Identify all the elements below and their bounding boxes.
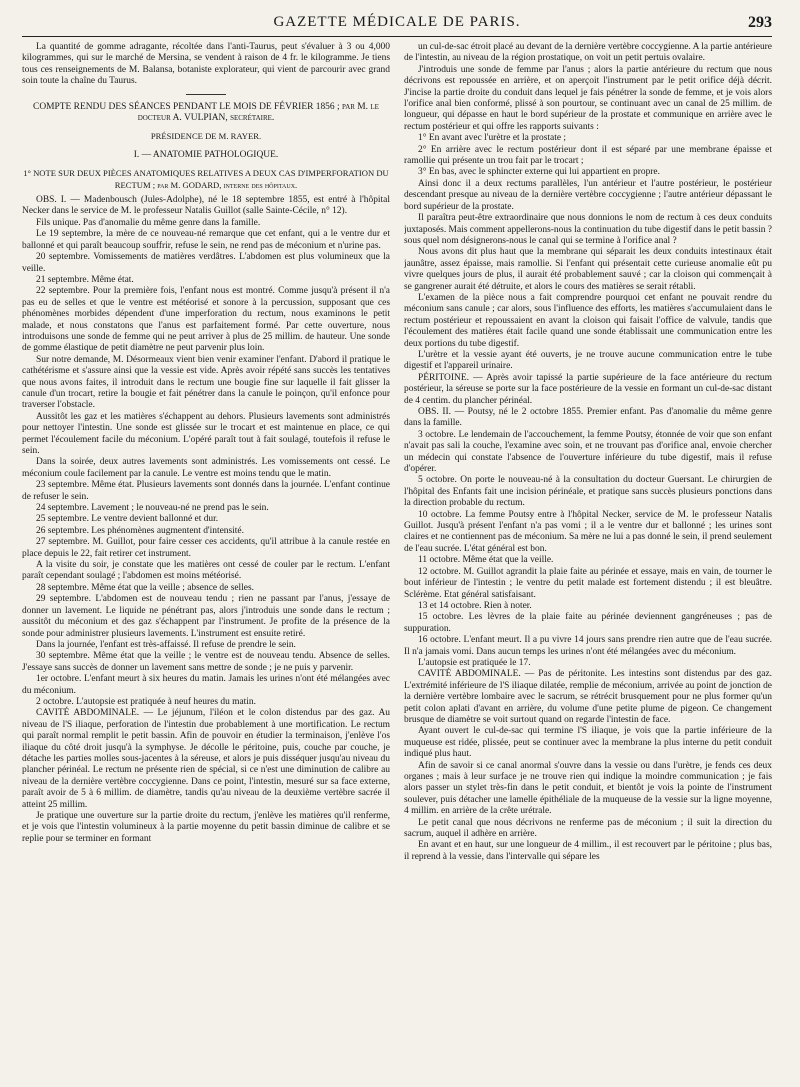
presidency-heading: PRÉSIDENCE DE M. RAYER. (150, 131, 262, 142)
note-title: 1° NOTE SUR DEUX PIÈCES ANATOMIQUES RELATIVES A DEUX CAS D'IMPERFORATION DU RECTUM ; par M. GODARD, interne des hôpitaux. (23, 168, 389, 190)
paragraph: 10 octobre. La femme Poutsy entre à l'hôpital Necker, service de M. le professeur Natalis Guillot. Jusqu'à présent l'enfant n'a pas vomi ; il a le ventre dur et ballonné ; les urines sont claires et ne contiennent pas de méconium. Sa mère ne lui a pas donné le sein, il prend seulement de l'eau sucrée. L'état général est bon. (404, 509, 772, 554)
paragraph: 2 octobre. L'autopsie est pratiquée à neuf heures du matin. (36, 696, 256, 707)
paragraph: CAVITÉ ABDOMINALE. — Pas de péritonite. Les intestins sont distendus par des gaz. L'extrémité inférieure de l'S iliaque dilatée, remplie de méconium, arrivée au point de jonction de la dernière vertèbre lombaire avec le sacrum, se rétrécit brusquement pour ne plus former qu'un petit colon aplati d'avant en arrière, du volume d'une petite plume de pigeon. Ce changement brusque de diamètre se voit surtout quand on regarde l'intestin de face. (404, 669, 772, 725)
paragraph: 1° En avant avec l'urètre et la prostate ; (418, 133, 567, 144)
paragraph: 29 septembre. L'abdomen est de nouveau tendu ; rien ne passant par l'anus, j'essaye de donner un lavement. Le liquide ne pénétrant pas, alors j'introduis une sonde dans le rectum ; aussitôt du méconium et des gaz s'échappent par l'instrument. Je profite de la présence de la sonde pour administrer plusieurs lavements. L'instrument est ensuite retiré. (22, 594, 390, 639)
paragraph: Ayant ouvert le cul-de-sac qui termine l'S iliaque, je vois que la partie inférieure de la muqueuse est ridée, plissée, peut se continuer avec la membrane la plus interne du petit conduit indiqué plus haut. (404, 726, 772, 760)
page-number: 293 (748, 14, 772, 31)
paragraph: 16 octobre. L'enfant meurt. Il a pu vivre 14 jours sans prendre rien autre que de l'eau sucrée. Il n'a jamais vomi. Dans aucun temps les urines n'ont été mélangées avec du méconium. (404, 635, 772, 657)
paragraph: L'examen de la pièce nous a fait comprendre pourquoi cet enfant ne pouvait rendre du méconium sans canule ; car alors, sous l'influence des efforts, les matières s'accumulaient dans le rectum postérieur et repoussaient en avant la cloison qui faisait l'office de valvule, tandis que l'écoulement des matières était facile quand une sonde établissait une communication entre les deux portions du tube digestif. (404, 292, 772, 349)
paragraph: La quantité de gomme adragante, récoltée dans l'anti-Taurus, peut s'évaluer à 3 ou 4,000 kilogrammes, qui sur le marché de Mersina, se vendent à raison de 4 fr. le kilogramme. Je tiens tous ces renseignements de M. Balansa, botaniste explorateur, qui vient de parcourir avec grand soin toute la chaîne du Taurus. (22, 42, 390, 87)
paragraph: J'introduis une sonde de femme par l'anus ; alors la partie antérieure du rectum que nous décrivons est repoussée en arrière, et on aperçoit l'instrument par le petit orifice déjà décrit. J'incise la partie droite du conduit dans lequel je fais pénétrer la sonde de femme, et je vois alors l'orifice anal bien conformé, plissé à son pourtour, se continuant avec un canal de 25 millim. de longueur, qui dépasse en haut le bord supérieur de la prostate et communique en arrière avec le rectum postérieur et qui offre les rapports suivants : (404, 64, 772, 132)
paragraph: OBS. I. — Madenbousch (Jules-Adolphe), né le 18 septembre 1855, est entré à l'hôpital Necker dans le service de M. le professeur Natalis Guillot (salle Sainte-Cécile, n° 12). (22, 195, 390, 217)
paragraph: En avant et en haut, sur une longueur de 4 millim., il est recouvert par le péritoine ; plus bas, il reprend à la vessie, dans l'intervalle qui sépare les (404, 840, 772, 862)
paragraph: A la visite du soir, je constate que les matières ont cessé de couler par le rectum. L'enfant paraît cependant soulagé ; l'abdomen est moins météorisé. (22, 560, 390, 582)
divider (186, 94, 226, 95)
journal-title: GAZETTE MÉDICALE DE PARIS. (273, 14, 521, 30)
paragraph: Sur notre demande, M. Désormeaux vient bien venir examiner l'enfant. D'abord il pratique le cathétérisme et s'assure ainsi que la vessie est vide. Après avoir répété sans succès les tentatives que nous avons faites, il introduit dans le rectum une bougie fine sur laquelle il fait glisser la canule d'un trocart, retire la bougie et fait pénétrer dans la canule le poinçon, qu'il enfonce pour traverser l'obstacle. (22, 354, 390, 411)
paragraph: 11 octobre. Même état que la veille. (418, 555, 554, 566)
paragraph: 3° En bas, avec le sphincter externe qui lui appartient en propre. (418, 167, 660, 178)
paragraph: 30 septembre. Même état que la veille ; le ventre est de nouveau tendu. Absence de selles. J'essaye sans succès de donner un lavement sans mettre de sonde ; je ne puis y parvenir. (22, 651, 390, 673)
paragraph: 15 octobre. Les lèvres de la plaie faite au périnée deviennent gangréneuses ; pas de suppuration. (404, 612, 772, 634)
paragraph: 2° En arrière avec le rectum postérieur dont il est séparé par une membrane épaisse et ramollie qui présente un trou fait par le trocart ; (404, 144, 772, 167)
paragraph: PÉRITOINE. — Après avoir tapissé la partie supérieure de la face antérieure du rectum postérieur, la séreuse se porte sur la face postérieure de la vessie en formant un cul-de-sac distant de 4 centim. du plancher périnéal. (404, 372, 772, 406)
paragraph: Dans la soirée, deux autres lavements sont administrés. Les vomissements ont cessé. Le méconium coule facilement par la canule. Le ventre est moins tendu que le matin. (22, 457, 390, 479)
text-columns (22, 42, 772, 1082)
paragraph: 23 septembre. Même état. Plusieurs lavements sont donnés dans la journée. L'enfant continue de refuser le sein. (22, 480, 390, 502)
paragraph: Aussitôt les gaz et les matières s'échappent au dehors. Plusieurs lavements sont administrés pour nettoyer l'intestin. Une sonde est glissée sur le trocart et est maintenue en place, ce qui permet l'écoulement facile du méconium. L'opéré paraît tout à fait soulagé, toutefois il refuse le sein. (22, 411, 390, 456)
paragraph: 22 septembre. Pour la première fois, l'enfant nous est montré. Comme jusqu'à présent il n'a pas eu de selles et que le ventre est météorisé et sonore à la percussion, supposant que ces phénomènes morbides dépendent d'une imperforation du rectum, nous examinons le petit malade, et nous constatons que l'anus est parfaitement formé. Par cette ouverture, nous introduisons une sonde de femme qui ne peut arriver à plus de 25 millim. de hauteur. Une sonde de gomme élastique de petit diamètre ne peut parvenir plus loin. (22, 286, 390, 354)
paragraph: 25 septembre. Le ventre devient ballonné et dur. (36, 514, 219, 525)
paragraph: Le petit canal que nous décrivons ne renferme pas de méconium ; il suit la direction du sacrum, auquel il adhère en arrière. (404, 817, 772, 840)
paragraph: Fils unique. Pas d'anomalie du même genre dans la famille. (36, 217, 261, 228)
paragraph: 21 septembre. Même état. (36, 274, 134, 285)
paragraph: L'urètre et la vessie ayant été ouverts, je ne trouve aucune communication entre le tube digestif et l'appareil urinaire. (404, 349, 772, 372)
paragraph: OBS. II. — Poutsy, né le 2 octobre 1855. Premier enfant. Pas d'anomalie du même genre dans la famille. (404, 407, 772, 429)
left-column (22, 42, 390, 1082)
paragraph: CAVITÉ ABDOMINALE. — Le jéjunum, l'iléon et le colon distendus par des gaz. Au niveau de l'S iliaque, perforation de l'intestin due probablement à une mortification. Le rectum qui paraît normal remplit le petit bassin. Afin de pouvoir en étudier la terminaison, j'enlève l'os iliaque du côté droit jusqu'à la symphyse. Je décolle le péritoine, puis, couche par couche, je détache les parties molles sous-jacentes à la séreuse, et alors je puis disséquer jusqu'au niveau du plancher périnéal. Le rectum ne présente rien de spécial, si ce n'est une diminution de calibre au niveau de la dernière vertèbre coccygienne. Dans ce point, l'intestin, mesuré sur sa face externe, paraît avoir de 5 à 6 millim. de diamètre, tandis qu'au niveau de la deuxième vertèbre sacrée il atteint 25 millim. (22, 708, 390, 810)
paragraph: 5 octobre. On porte le nouveau-né à la consultation du docteur Guersant. Le chirurgien de l'hôpital des Enfants fait une incision périnéale, et pratique sans succès plusieurs ponctions dans la direction probable du rectum. (404, 475, 772, 509)
paragraph: Il paraîtra peut-être extraordinaire que nous donnions le nom de rectum à ces deux conduits juxtaposés. Mais comment appellerons-nous la continuation du tube digestif dans le petit bassin ? sous quel nom désignerons-nous le canal qui se termine à l'orifice anal ? (404, 213, 772, 246)
paragraph: Je pratique une ouverture sur la partie droite du rectum, j'enlève les matières qu'il renferme, et je vois que l'intestin volumineux à la partie moyenne du petit bassin diminue de calibre et se replie pour se terminer en formant (22, 811, 390, 844)
paragraph: 20 septembre. Vomissements de matières verdâtres. L'abdomen est plus volumineux que la veille. (22, 252, 390, 274)
paragraph: 1er octobre. L'enfant meurt à six heures du matin. Jamais les urines n'ont été mélangées avec du méconium. (22, 674, 390, 696)
section-heading: COMPTE RENDU DES SÉANCES PENDANT LE MOIS DE FÉVRIER 1856 ; par M. le docteur A. VULPIAN, secrétaire. (33, 101, 379, 124)
paragraph: Ainsi donc il a deux rectums parallèles, l'un antérieur et l'autre postérieur, le postérieur descendant presque au niveau de la dernière vertèbre coccygienne ; l'autre antérieur dépassant le bord supérieur de la prostate. (404, 178, 772, 212)
paragraph: L'autopsie est pratiquée le 17. (418, 657, 531, 668)
paragraph: 26 septembre. Les phénomènes augmentent d'intensité. (36, 525, 244, 536)
paragraph: 27 septembre. M. Guillot, pour faire cesser ces accidents, qu'il attribue à la canule restée en place depuis le 22, fait retirer cet instrument. (22, 537, 390, 559)
right-column (404, 42, 772, 1082)
paragraph: 13 et 14 octobre. Rien à noter. (418, 600, 532, 611)
page-header (22, 0, 772, 37)
paragraph: Afin de savoir si ce canal anormal s'ouvre dans la vessie ou dans l'urètre, je fends ces deux organes ; mais à leur surface je ne trouve rien qui indique la moindre communication ; je fais alors passer un stylet très-fin dans le petit conduit, et bientôt je vois la pointe de l'instrument soulever, puis détacher une lamelle épithéliale de la muqueuse de la vessie sur la ligne moyenne, 4 millim. en arrière de la crête urétrale. (404, 760, 772, 817)
section-heading: I. — ANATOMIE PATHOLOGIQUE. (133, 149, 279, 160)
paragraph: Nous avons dit plus haut que la membrane qui séparait les deux conduits intestinaux était jaunâtre, assez épaisse, mais ramollie. Si l'enfant qui présentait cette curieuse anomalie eût pu vivre quelques jours de plus, il aurait été probablement sauvé ; car la cloison qui commençait à se gangrener aurait été détruite, et alors le cours des matières se serait rétabli. (404, 247, 772, 292)
paragraph: 24 septembre. Lavement ; le nouveau-né ne prend pas le sein. (36, 503, 269, 514)
paragraph: un cul-de-sac étroit placé au devant de la dernière vertèbre coccygienne. A la partie antérieure de l'intestin, au niveau de la région prostatique, on voit un petit pertuis ovalaire. (404, 42, 772, 64)
paragraph: 3 octobre. Le lendemain de l'accouchement, la femme Poutsy, étonnée de voir que son enfant n'avait pas sali la couche, l'examine avec soin, et ne trouvant pas d'orifice anal, envoie chercher un médecin qui constate l'absence de l'ouverture inférieure du tube digestif, mais il refuse d'opérer. (404, 429, 772, 475)
paragraph: 12 octobre. M. Guillot agrandit la plaie faite au périnée et essaye, mais en vain, de tourner le bout inférieur de l'intestin ; le ventre du petit malade est fortement distendu ; il est bleuâtre. Sclérème. Etat général satisfaisant. (404, 566, 772, 600)
paragraph: Dans la journée, l'enfant est très-affaissé. Il refuse de prendre le sein. (36, 639, 296, 650)
paragraph: 28 septembre. Même état que la veille ; absence de selles. (36, 582, 255, 593)
paragraph: Le 19 septembre, la mère de ce nouveau-né remarque que cet enfant, qui a le ventre dur et ballonné et qui paraît beaucoup souffrir, refuse le sein, ne rend pas de méconium et n'urine pas. (22, 229, 390, 251)
